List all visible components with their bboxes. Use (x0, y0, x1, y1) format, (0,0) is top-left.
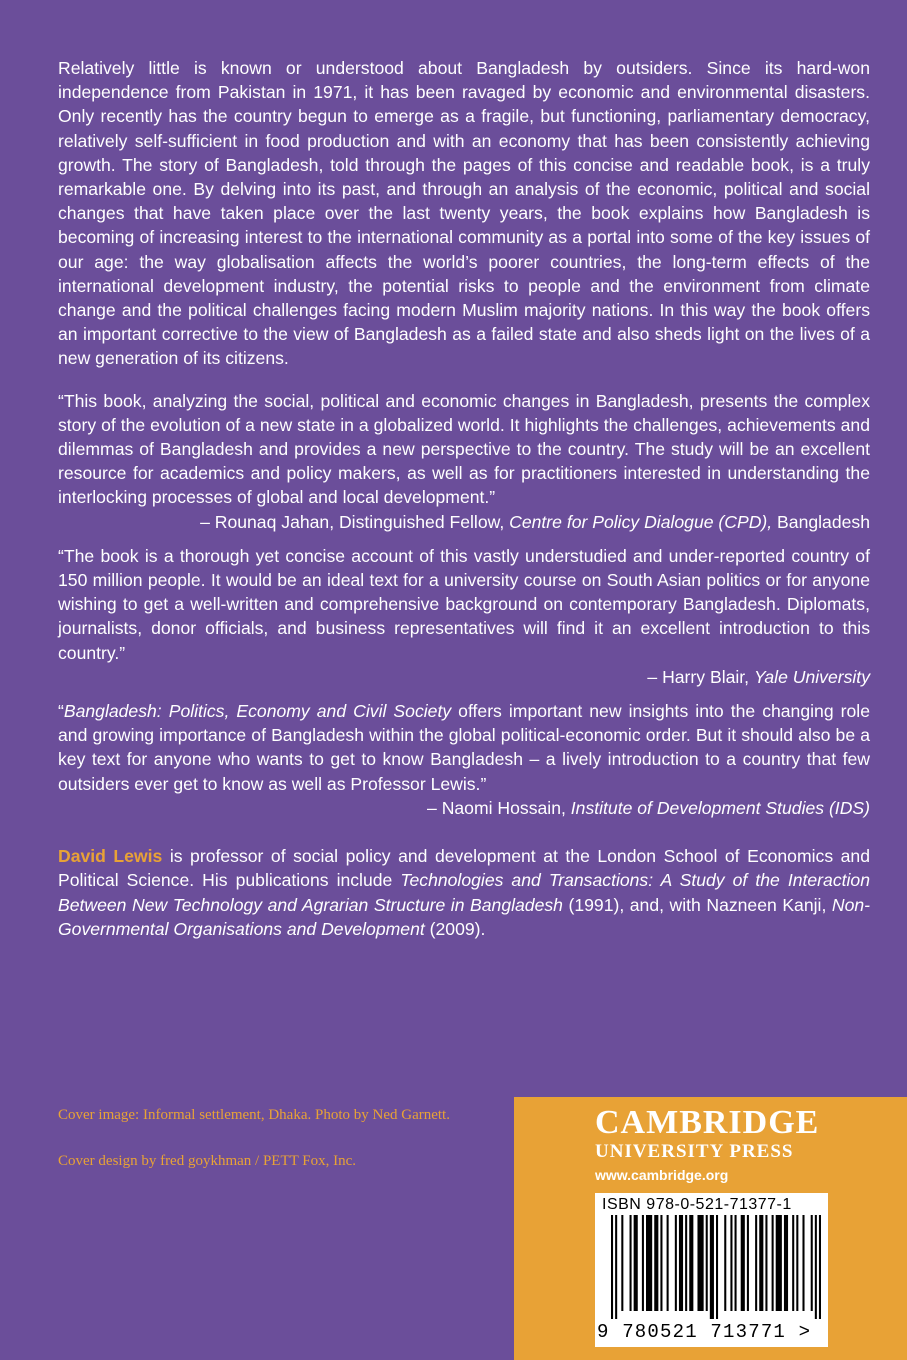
bio-part: (1991), and, with Nazneen Kanji, (562, 894, 832, 915)
attribution-affiliation: Centre for Policy Dialogue (CPD), (509, 511, 773, 532)
endorsement-attribution (58, 665, 870, 689)
cover-image-credit: Cover image: Informal settlement, Dhaka. Photo by Ned Garnett. (58, 1107, 450, 1123)
endorsement-1 (58, 389, 870, 534)
isbn-label: ISBN 978-0-521-71377-1 (602, 1196, 792, 1213)
quote-open: “ (58, 701, 64, 722)
attribution-country: Bangladesh (772, 511, 870, 532)
endorsement-3 (58, 699, 870, 820)
cover-design-credit: Cover design by fred goykhman / PETT Fox, Inc. (58, 1153, 357, 1169)
endorsement-quote (58, 699, 870, 796)
attribution-affiliation: Yale University (753, 666, 870, 687)
attribution-affiliation: Institute of Development Studies (IDS) (570, 797, 870, 818)
barcode-bars (611, 1215, 821, 1319)
book-title: Bangladesh: Politics, Economy and Civil Society (63, 701, 452, 722)
bio-part: is professor of social policy and development at the London School of Economics and Political Science. His publications include (58, 846, 870, 891)
attribution-name: – Naomi Hossain, (427, 797, 571, 818)
endorsement-quote: “The book is a thorough yet concise account of this vastly understudied and under-reported country of 150 million people. It would be an ideal text for a university course on South Asian politics or for anyone wishing to get a well-written and comprehensive background on contemporary Bangladesh. Diplomats, journalists, donor officials, and business representatives will find it an excellent introduction to this country.” (58, 545, 870, 663)
endorsement-attribution (58, 510, 870, 534)
publisher-subtitle: UNIVERSITY PRESS (595, 1141, 794, 1162)
bio-part: (2009). (424, 918, 486, 939)
author-name: David Lewis (58, 846, 163, 867)
blurb-text: Relatively little is known or understood about Bangladesh by outsiders. Since its hard-won independence from Pakistan in 1971, it has been ravaged by economic and environmental disasters. Only recently has the country begun to emerge as a fragile, but functioning, parliamentary democracy, relatively self-sufficient in food production and with an economy that has been consistently achieving growth. The story of Bangladesh, told through the pages of this concise and readable book, is a truly remarkable one. By delving into its past, and through an analysis of the economic, political and social changes that have taken place over the last twenty years, the book explains how Bangladesh is becoming of increasing interest to the international community as a portal into some of the key issues of our age: the way globalisation affects the world’s poorer countries, the long-term effects of the international development industry, the potential risks to people and the environment from climate change and the political challenges facing modern Muslim majority nations. In this way the book offers an important corrective to the view of Bangladesh as a failed state and also sheds light on the lives of a new generation of its citizens. (58, 58, 870, 369)
publisher-website: www.cambridge.org (595, 1167, 729, 1183)
publication-title: Technologies and Transactions: A Study of the Interaction Between New Technology and Agrarian Structure in Bangladesh (58, 870, 870, 915)
isbn-barcode (595, 1193, 828, 1347)
publisher-box (514, 1097, 907, 1360)
publication-title: Non-Governmental Organisations and Development (58, 894, 870, 939)
publisher-logo: CAMBRIDGE (595, 1104, 820, 1141)
attribution-name: – Harry Blair, (647, 666, 754, 687)
barcode-digits: 9 780521 713771 > (597, 1321, 812, 1343)
endorsement-attribution (58, 796, 870, 820)
quote-rest: offers important new insights into the changing role and growing importance of Bangladesh within the global political-economic order. But it should also be a key text for anyone who wants to get to know Bangladesh – a lively introduction to a country that few outsiders ever get to know as well as Professor Lewis.” (58, 701, 870, 794)
book-blurb (58, 56, 870, 371)
text-area (58, 56, 870, 941)
attribution-name: – Rounaq Jahan, Distinguished Fellow, (200, 511, 510, 532)
author-bio (58, 844, 870, 941)
bio-text (58, 844, 870, 941)
cover-credits (58, 1105, 458, 1171)
endorsement-quote: “This book, analyzing the social, political and economic changes in Bangladesh, presents the complex story of the evolution of a new state in a globalized world. It highlights the challenges, achievements and dilemmas of Bangladesh and provides a new perspective to the country. The study will be an excellent resource for academics and policy makers, as well as for practitioners interested in understanding the interlocking processes of global and local development.” (58, 390, 870, 508)
endorsement-2 (58, 544, 870, 689)
